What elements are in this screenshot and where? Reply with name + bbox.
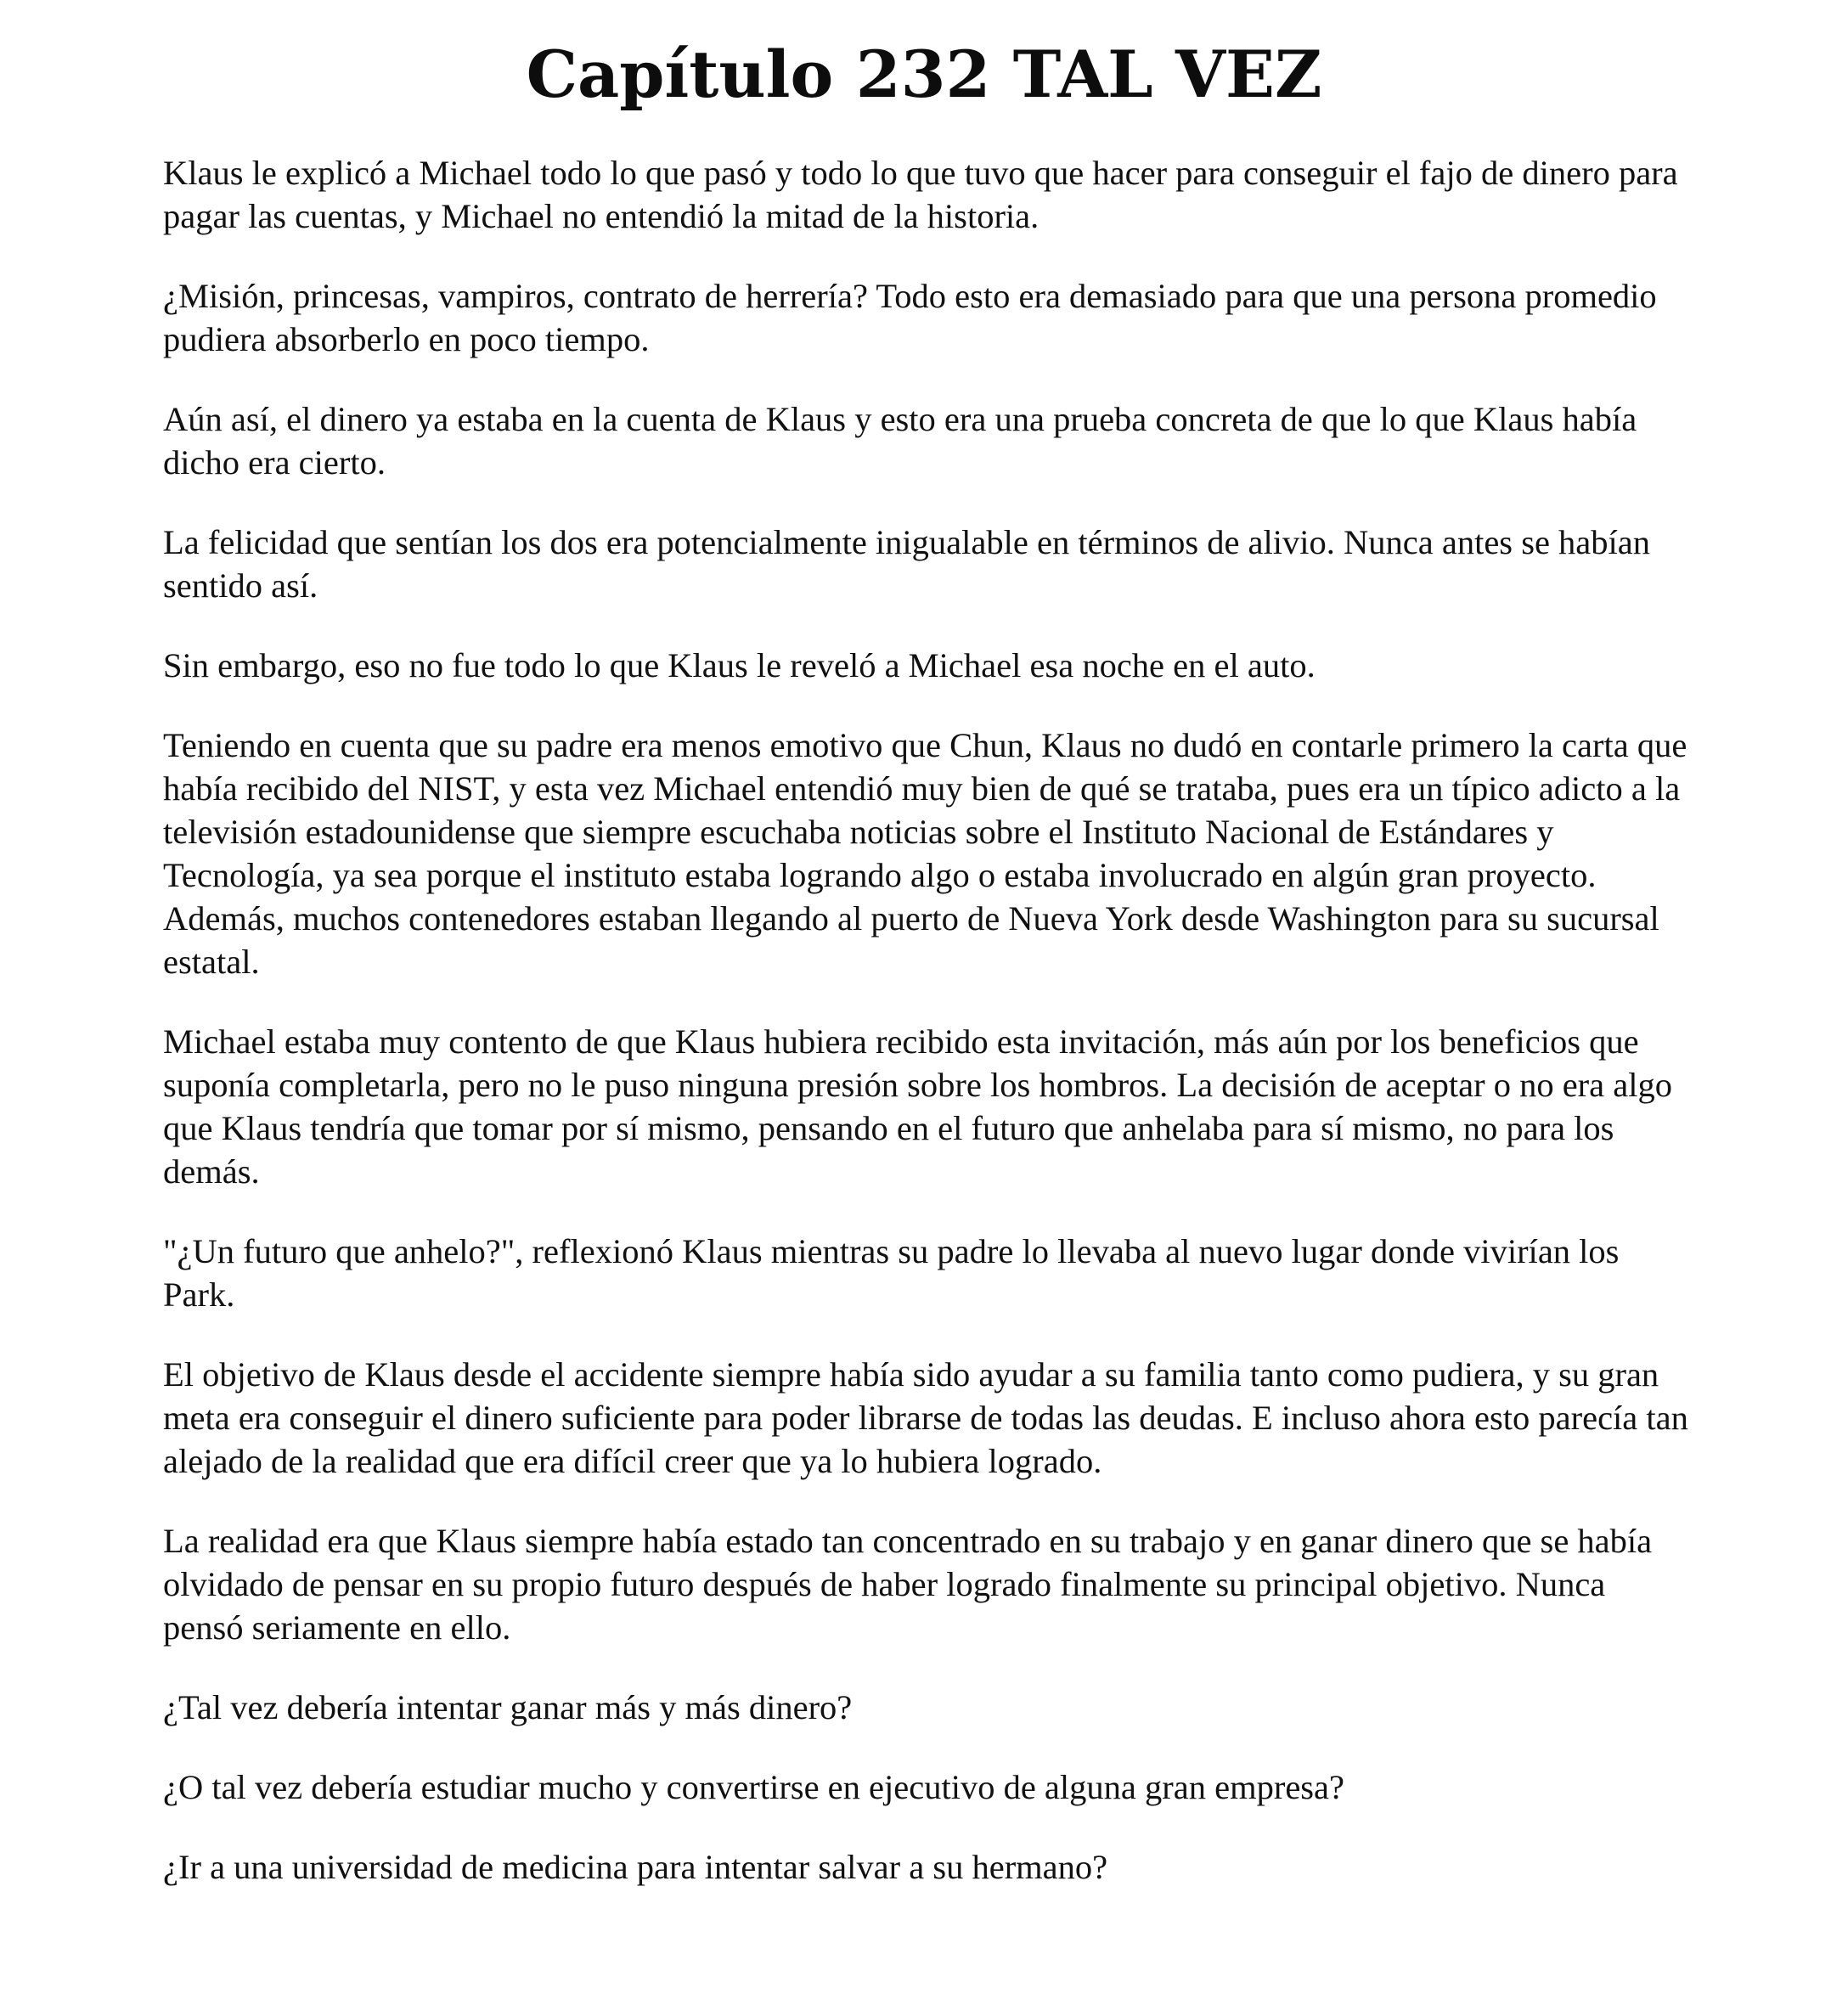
paragraph: ¿Tal vez debería intentar ganar más y más dinero? (163, 1688, 853, 1726)
paragraph: La realidad era que Klaus siempre había estado tan concentrado en su trabajo y en ganar dinero que se había olvidado de pensar en su propio futuro después de haber logrado finalmente su principal objetivo. Nunca pensó seriamente en ello. (163, 1522, 1653, 1647)
paragraph: Klaus le explicó a Michael todo lo que pasó y todo lo que tuvo que hacer para conseguir el fajo de dinero para pagar las cuentas, y Michael no entendió la mitad de la historia. (163, 154, 1678, 235)
paragraph: ¿Ir a una universidad de medicina para intentar salvar a su hermano? (163, 1848, 1108, 1886)
paragraph: La felicidad que sentían los dos era potencialmente inigualable en términos de alivio. Nunca antes se habían sentido así. (163, 523, 1651, 605)
paragraph: ¿O tal vez debería estudiar mucho y convertirse en ejecutivo de alguna gran empresa? (163, 1768, 1345, 1806)
paragraph: Michael estaba muy contento de que Klaus hubiera recibido esta invitación, más aún por los beneficios que suponía completarla, pero no le puso ninguna presión sobre los hombros. La decisión de aceptar o no era algo que Klaus tendría que tomar por sí mismo, pensando en el futuro que anhelaba para sí mismo, no para los demás. (163, 1022, 1672, 1191)
paragraph: El objetivo de Klaus desde el accidente siempre había sido ayudar a su familia tanto como pudiera, y su gran meta era conseguir el dinero suficiente para poder librarse de todas las deudas. E incluso ahora esto parecía tan alejado de la realidad que era difícil creer que ya lo hubiera logrado. (163, 1355, 1688, 1480)
paragraph: Teniendo en cuenta que su padre era menos emotivo que Chun, Klaus no dudó en contarle primero la carta que había recibido del NIST, y esta vez Michael entendió muy bien de qué se trataba, pues era un típico adicto a la televisión estadounidense que siempre escuchaba noticias sobre el Instituto Nacional de Estándares y Tecnología, ya sea porque el instituto estaba logrando algo o estaba involucrado en algún gran proyecto. Además, muchos contenedores estaban llegando al puerto de Nueva York desde Washington para su sucursal estatal. (163, 726, 1687, 981)
paragraph: "¿Un futuro que anhelo?", reflexionó Klaus mientras su padre lo llevaba al nuevo lugar donde vivirían los Park. (163, 1232, 1620, 1314)
paragraph: Sin embargo, eso no fue todo lo que Klaus le reveló a Michael esa noche en el auto. (163, 646, 1316, 684)
paragraph: Aún así, el dinero ya estaba en la cuenta de Klaus y esto era una prueba concreta de que lo que Klaus había dicho era cierto. (163, 400, 1637, 481)
paragraph: ¿Misión, princesas, vampiros, contrato de herrería? Todo esto era demasiado para que una persona promedio pudiera absorberlo en poco tiempo. (163, 277, 1657, 358)
chapter-title: Capítulo 232 TAL VEZ (526, 37, 1322, 112)
chapter-body (163, 151, 1692, 1925)
